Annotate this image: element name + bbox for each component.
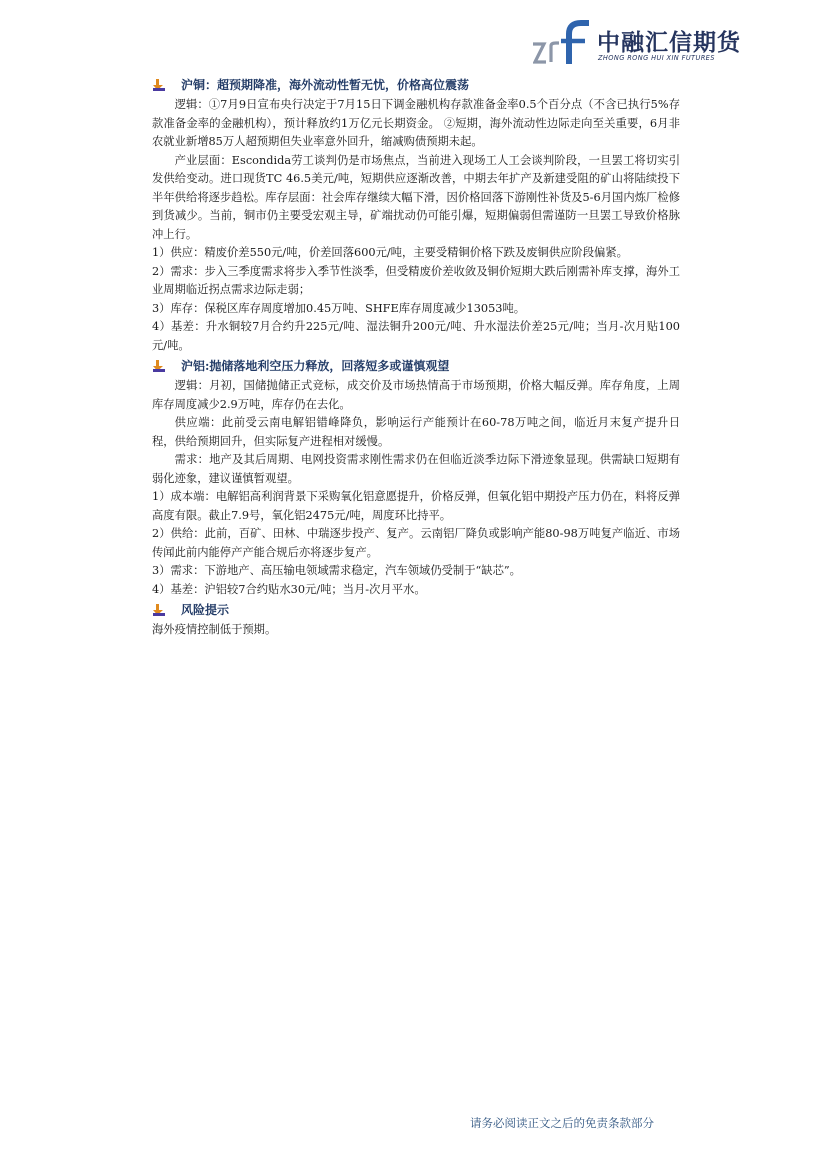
logo-chinese-name: 中融汇信期货: [597, 30, 741, 56]
copper-supply-item: 1）供应：精废价差550元/吨，价差回落600元/吨，主要受精铜价格下跌及废铜供应阶段偏紧。: [152, 246, 628, 259]
report-body: [152, 74, 680, 640]
arrow-bullet-icon: [153, 79, 165, 91]
zrf-logo-mark-icon: [533, 20, 599, 66]
aluminum-supply-paragraph: 供应端：此前受云南电解铝错峰降负，影响运行产能预计在60-78万吨之间，临近月末复产提升日程，供给预期回升，但实际复产进程相对缓慢。: [152, 416, 680, 448]
arrow-bullet-icon: [153, 360, 165, 372]
section-title-text: 风险提示: [181, 603, 230, 617]
aluminum-section-title: [152, 355, 680, 377]
footer-disclaimer: 请务必阅读正文之后的免责条款部分: [470, 1116, 654, 1130]
aluminum-basis-item: 4）基差：沪铝较7合约贴水30元/吨；当月-次月平水。: [152, 582, 426, 596]
section-title-text: 沪铝:抛储落地利空压力释放，回落短多或谨慎观望: [181, 359, 450, 373]
copper-section-title: [152, 74, 680, 96]
aluminum-demand-item: 3）需求：下游地产、高压输电领域需求稳定，汽车领域仍受制于“缺芯”。: [152, 564, 521, 577]
aluminum-supply-item: 2）供给：此前，百矿、田林、中瑞逐步投产、复产。云南铝厂降负或影响产能80-98万吨复产临近、市场传闻此前内能停产产能合规后亦将逐步复产。: [152, 527, 680, 559]
arrow-bullet-icon: [153, 604, 165, 616]
copper-demand-item: 2）需求：步入三季度需求将步入季节性淡季，但受精废价差收敛及铜价短期大跌后刚需补库支撑，海外工业周期临近拐点需求边际走弱；: [152, 264, 680, 296]
aluminum-logic-paragraph: 逻辑：月初，国储抛储正式竞标，成交价及市场热情高于市场预期，价格大幅反弹。库存角度，上周库存周度减少2.9万吨，库存仍在去化。: [152, 379, 680, 411]
copper-inventory-item: 3）库存：保税区库存周度增加0.45万吨、SHFE库存周度减少13053吨。: [152, 301, 526, 315]
copper-logic-paragraph: 逻辑：①7月9日宣布央行决定于7月15日下调金融机构存款准备金率0.5个百分点（不含已执行5%存款准备金率的金融机构），预计释放约1万亿元长期资金。 ②短期，海外流动性边际走向至关重要，6月非农就业新增85万人超预期但失业率意外回升，缩减购债预期未起。: [152, 98, 680, 148]
risk-text: 海外疫情控制低于预期。: [152, 623, 277, 636]
section-title-text: 沪铜：超预期降准，海外流动性暂无忧，价格高位震荡: [181, 78, 470, 92]
aluminum-cost-item: 1）成本端：电解铝高利润背景下采购氧化铝意愿提升，价格反弹，但氧化铝中期投产压力仍在，料将反弹高度有限。截止7.9号，氧化铝2475元/吨，周度环比持平。: [152, 490, 680, 522]
copper-basis-item: 4）基差：升水铜较7月合约升225元/吨、湿法铜升200元/吨、升水湿法价差25元/吨；当月-次月贴100元/吨。: [152, 320, 680, 352]
risk-section-title: [152, 599, 680, 621]
copper-industry-paragraph: 产业层面：Escondida劳工谈判仍是市场焦点，当前进入现场工人工会谈判阶段，一旦罢工将切实引发供给变动。进口现货TC 46.5美元/吨，短期供应逐渐改善，中期去年扩产及新建受阻的矿山将陆续投下半年供给将逐步趋松。库存层面：社会库存继续大幅下滑，因价格回落下游刚性补货及5-6月国内炼厂检修到货减少。当前，铜市仍主要受宏观主导，矿端扰动仍可能引爆，短期偏弱但需谨防一旦罢工导致价格脉冲上行。: [152, 153, 680, 241]
aluminum-demand-paragraph: 需求：地产及其后周期、电网投资需求刚性需求仍在但临近淡季边际下滑迹象显现。供需缺口短期有弱化迹象，建议谨慎暂观望。: [152, 453, 680, 485]
logo-english-name: ZHONG RONG HUI XIN FUTURES: [598, 54, 715, 62]
company-logo: [533, 20, 741, 66]
